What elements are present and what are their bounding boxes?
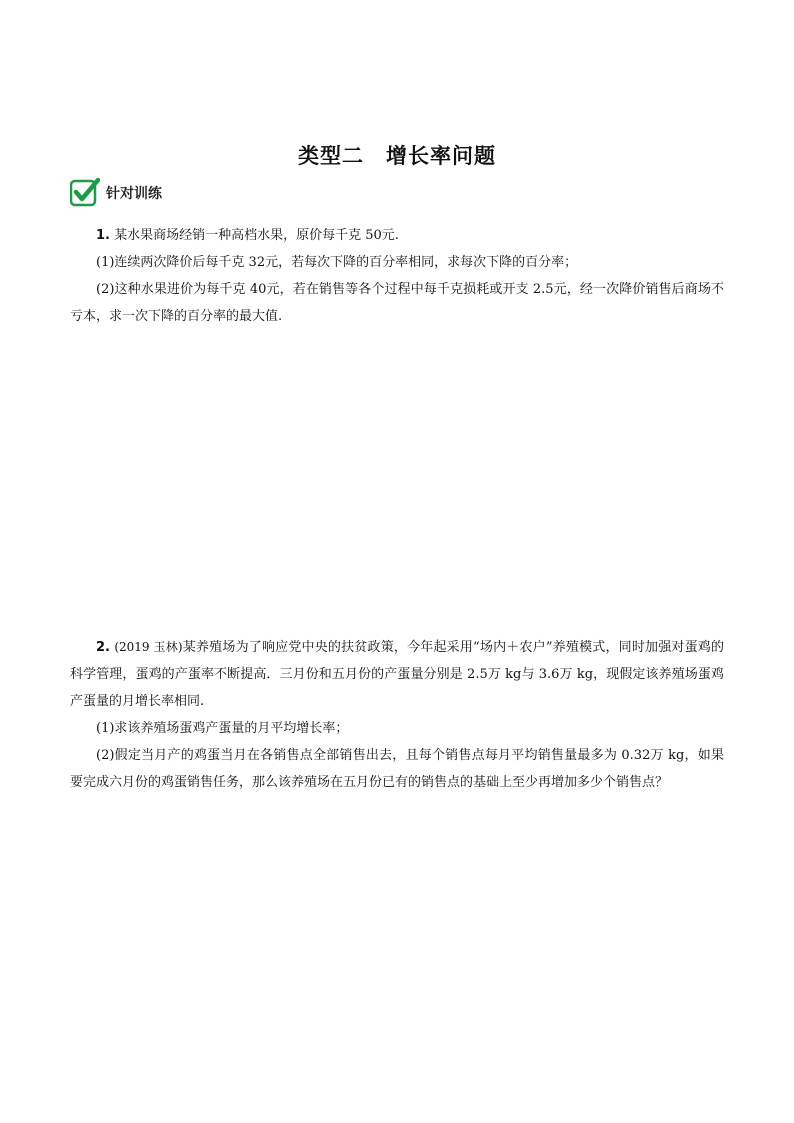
problem-source: (2019 玉林) [114,640,183,654]
problem-1 [70,222,724,330]
problem-number: 1. [96,228,110,243]
page-title: 类型二 增长率问题 [298,144,496,168]
problem-number: 2. [96,640,110,655]
problem-stem-text: 某养殖场为了响应党中央的扶贫政策，今年起采用“场内＋农户”养殖模式，同时加强对蛋鸡的科学管理，蛋鸡的产蛋率不断提高．三月份和五月份的产蛋量分别是 2.5万 kg与 3.6万 kg，现假定该养殖场蛋鸡产蛋量的月增长率相同. [70,640,724,709]
checkmark-icon [70,178,100,208]
problem-part: (2)这种水果进价为每千克 40元，若在销售等各个过程中每千克损耗或开支 2.5元，经一次降价销售后商场不亏本，求一次下降的百分率的最大值. [70,282,724,324]
problem-stem [70,222,724,249]
problem-stem-text: 某水果商场经销一种高档水果，原价每千克 50元. [114,228,399,243]
problem-2 [70,634,724,796]
section-header [70,178,162,208]
problem-part: (2)假定当月产的鸡蛋当月在各销售点全部销售出去，且每个销售点每月平均销售量最多为 0.32万 kg，如果要完成六月份的鸡蛋销售任务，那么该养殖场在五月份已有的销售点的基础上至少再增加多少个销售点？ [70,748,724,790]
problem-part: (1)连续两次降价后每千克 32元，若每次下降的百分率相同，求每次下降的百分率； [96,255,578,270]
problem-part: (1)求该养殖场蛋鸡产蛋量的月平均增长率； [96,721,349,736]
section-label: 针对训练 [106,186,162,202]
problem-stem [70,634,724,715]
